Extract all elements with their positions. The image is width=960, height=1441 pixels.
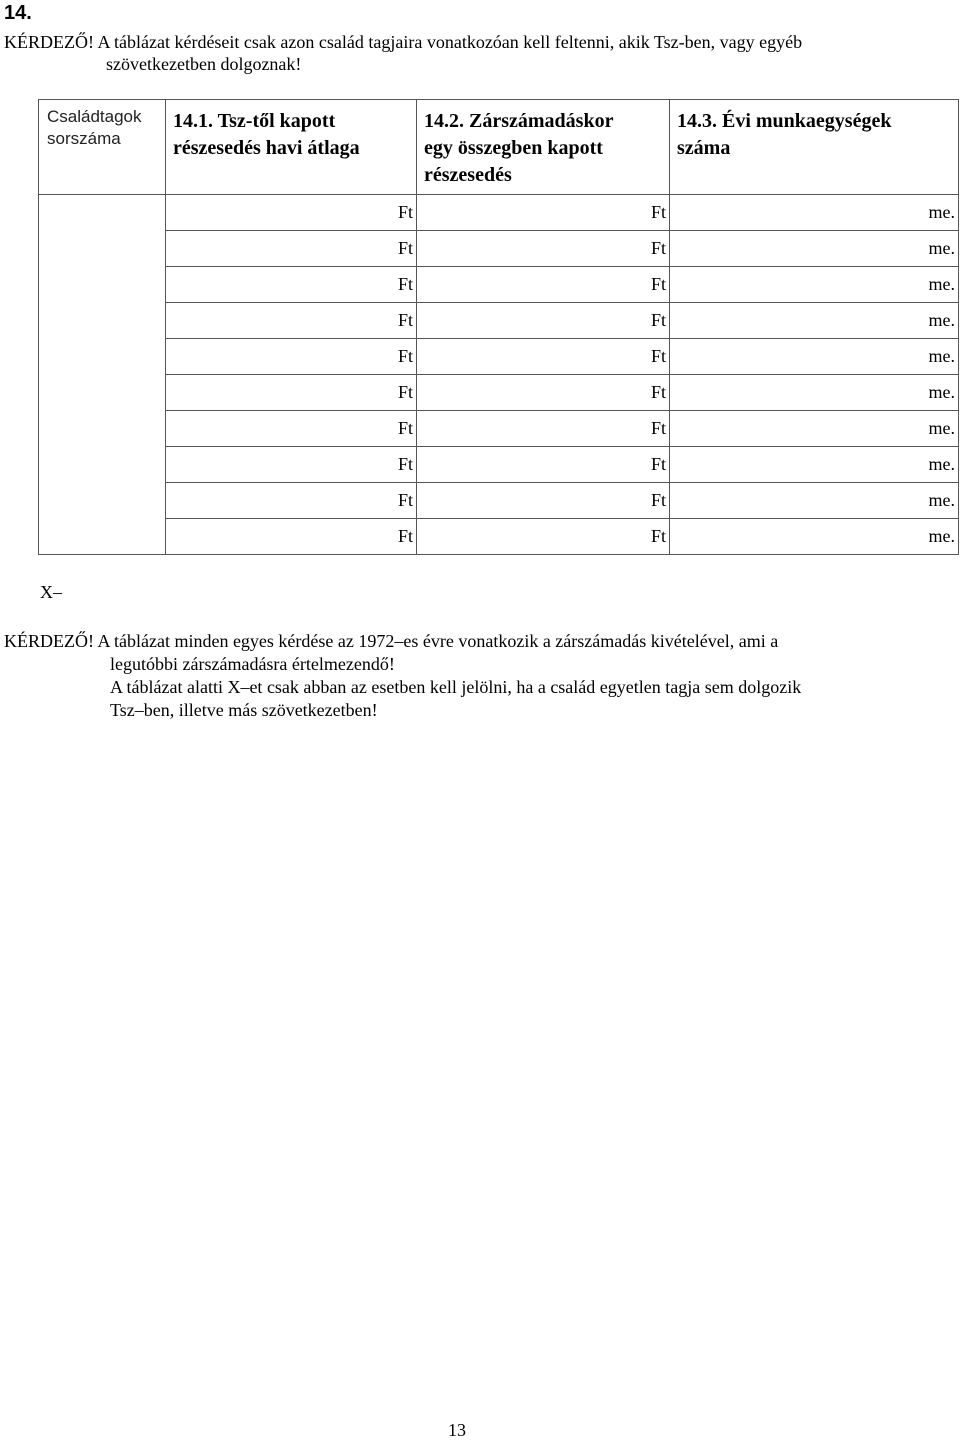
header-text: 14.3. Évi munkaegységek bbox=[677, 110, 892, 132]
header-work-units bbox=[670, 100, 959, 195]
header-text: száma bbox=[677, 137, 731, 159]
table-row bbox=[39, 375, 959, 411]
income-table bbox=[38, 99, 959, 555]
table-row bbox=[39, 339, 959, 375]
monthly-share-cell[interactable]: Ft bbox=[166, 231, 417, 267]
lump-sum-cell[interactable]: Ft bbox=[417, 195, 670, 231]
note-line: Tsz–ben, illetve más szövetkezetben! bbox=[110, 700, 378, 720]
monthly-share-cell[interactable]: Ft bbox=[166, 411, 417, 447]
lump-sum-cell[interactable]: Ft bbox=[417, 303, 670, 339]
table-row bbox=[39, 483, 959, 519]
work-units-cell[interactable]: me. bbox=[670, 231, 959, 267]
work-units-cell[interactable]: me. bbox=[670, 447, 959, 483]
lump-sum-cell[interactable]: Ft bbox=[417, 231, 670, 267]
table-row bbox=[39, 447, 959, 483]
table-header-row bbox=[39, 100, 959, 195]
table-row bbox=[39, 267, 959, 303]
work-units-cell[interactable]: me. bbox=[670, 303, 959, 339]
note-line: A táblázat alatti X–et csak abban az esetben kell jelölni, ha a család egyetlen tagja sem dolgozik bbox=[110, 677, 802, 697]
table-row bbox=[39, 231, 959, 267]
table-row bbox=[39, 303, 959, 339]
header-text: részesedés bbox=[424, 164, 512, 186]
table-row bbox=[39, 411, 959, 447]
lump-sum-cell[interactable]: Ft bbox=[417, 411, 670, 447]
page-number: 13 bbox=[448, 1420, 466, 1440]
work-units-cell[interactable]: me. bbox=[670, 267, 959, 303]
header-text: 14.2. Zárszámadáskor bbox=[424, 110, 614, 132]
monthly-share-cell[interactable]: Ft bbox=[166, 303, 417, 339]
instruction-line: szövetkezetben dolgoznak! bbox=[106, 54, 302, 74]
work-units-cell[interactable]: me. bbox=[670, 375, 959, 411]
header-monthly-share bbox=[166, 100, 417, 195]
monthly-share-cell[interactable]: Ft bbox=[166, 267, 417, 303]
header-lump-sum-share bbox=[417, 100, 670, 195]
no-member-x-mark[interactable]: X– bbox=[40, 582, 62, 602]
note-line: KÉRDEZŐ! A táblázat minden egyes kérdése az 1972–es évre vonatkozik a zárszámadás kivételével, ami a bbox=[4, 631, 779, 651]
member-number-cell[interactable] bbox=[39, 195, 166, 555]
interviewer-instruction bbox=[4, 31, 944, 75]
header-text: Családtagok bbox=[47, 107, 142, 126]
work-units-cell[interactable]: me. bbox=[670, 339, 959, 375]
monthly-share-cell[interactable]: Ft bbox=[166, 447, 417, 483]
header-text: részesedés havi átlaga bbox=[173, 137, 360, 159]
work-units-cell[interactable]: me. bbox=[670, 483, 959, 519]
note-line: legutóbbi zárszámadásra értelmezendő! bbox=[110, 654, 395, 674]
lump-sum-cell[interactable]: Ft bbox=[417, 267, 670, 303]
table-row bbox=[39, 519, 959, 555]
lump-sum-cell[interactable]: Ft bbox=[417, 447, 670, 483]
header-text: sorszáma bbox=[47, 129, 121, 148]
interviewer-note bbox=[4, 630, 944, 722]
table-row bbox=[39, 195, 959, 231]
work-units-cell[interactable]: me. bbox=[670, 411, 959, 447]
work-units-cell[interactable]: me. bbox=[670, 195, 959, 231]
monthly-share-cell[interactable]: Ft bbox=[166, 339, 417, 375]
lump-sum-cell[interactable]: Ft bbox=[417, 375, 670, 411]
question-number: 14. bbox=[4, 2, 32, 24]
monthly-share-cell[interactable]: Ft bbox=[166, 519, 417, 555]
work-units-cell[interactable]: me. bbox=[670, 519, 959, 555]
header-text: 14.1. Tsz-től kapott bbox=[173, 110, 336, 132]
lump-sum-cell[interactable]: Ft bbox=[417, 519, 670, 555]
instruction-line: KÉRDEZŐ! A táblázat kérdéseit csak azon család tagjaira vonatkozóan kell feltenni, akik Tsz-ben, vagy egyéb bbox=[4, 32, 803, 52]
lump-sum-cell[interactable]: Ft bbox=[417, 483, 670, 519]
monthly-share-cell[interactable]: Ft bbox=[166, 195, 417, 231]
monthly-share-cell[interactable]: Ft bbox=[166, 375, 417, 411]
header-text: egy összegben kapott bbox=[424, 137, 603, 159]
lump-sum-cell[interactable]: Ft bbox=[417, 339, 670, 375]
header-member-number bbox=[39, 100, 166, 195]
monthly-share-cell[interactable]: Ft bbox=[166, 483, 417, 519]
